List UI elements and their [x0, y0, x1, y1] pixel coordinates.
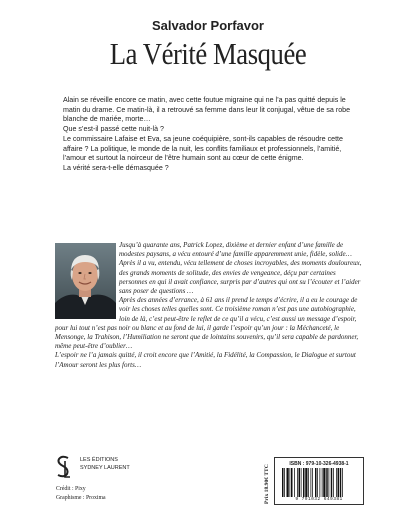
publisher-line-2: SYDNEY LAURENT	[80, 464, 130, 471]
author-biography	[55, 241, 365, 370]
isbn-label: ISBN : 979-10-326-4938-1	[289, 461, 349, 467]
publisher-line-1: LES ÉDITIONS	[80, 457, 118, 463]
publisher-name	[80, 457, 130, 472]
synopsis-paragraph: Le commissaire Lafaise et Eva, sa jeune coéquipière, sont-ils capables de résoudre cette affaire ? La politique, le monde de la nuit, les conflits familiaux et professionnels, l’amitié, l’amour et surtout la noirceur de l’être humain sont au cœur de cette énigme.	[63, 134, 343, 163]
bio-paragraph: Après des années d’errance, à 61 ans il prend le temps d’écrire, il a eu le courage de voir les choses telles quelles sont. Ce troisième roman n’est pas une autobiographie, loin de là, c’est peut-être le reflet de ce qu’il a vécu, c’est aussi un message d’espoir, pour lui tout n’est pas noir ou blanc et au fond de lui, il garde l’espoir qu’un jour : la Méchanceté, le Mensonge, la Trahison, l’Humiliation ne seront que de lointains souvenirs, qu’il sera capable de pardonner, même peut-être d’oublier…	[55, 296, 359, 351]
bio-paragraph: Après il a vu, entendu, vécu tellement de choses incroyables, des moments douloureux, des grands moments de solitude, des envies de vengeance, déçu par certaines personnes en qui il avait confiance, surpris par d’autres qui ont su l’écouter et l’aider sans poser de questions …	[119, 259, 362, 296]
bio-paragraph: L’espoir ne l’a jamais quitté, il croit encore que l’Amitié, la Fidélité, la Compassion, le Dialogue et surtout l’Amour seront les plus forts…	[55, 351, 356, 369]
book-title: La Vérité Masquée	[109, 36, 307, 71]
credits	[56, 485, 106, 502]
isbn-block	[274, 457, 364, 505]
barcode-icon	[280, 468, 360, 497]
photo-credit: Crédit : Pixy	[56, 486, 86, 492]
price-label: Prix 18.90€ TTC	[264, 464, 270, 504]
synopsis-paragraph: La vérité sera-t-elle démasquée ?	[63, 163, 169, 172]
synopsis-paragraph: Que s’est-il passé cette nuit-là ?	[63, 125, 164, 134]
publisher-logo	[56, 455, 72, 479]
barcode-digits: 9 791032 649381	[295, 497, 343, 502]
synopsis	[63, 96, 359, 174]
design-credit: Graphisme : Proxima	[56, 494, 106, 501]
author-name: Salvador Porfavor	[152, 18, 264, 33]
bio-paragraph: Jusqu’à quarante ans, Patrick Lopez, dixième et dernier enfant d’une famille de modestes paysans, a vécu entouré d’une famille apparemment unie, fidèle, solide…	[119, 241, 352, 259]
synopsis-paragraph: Alain se réveille encore ce matin, avec cette foutue migraine qui ne l’a pas quitté depuis le matin du drame. Ce matin-là, il a retrouvé sa femme dans leur lit conjugal, vêtue de sa robe blanche de mariée, morte…	[63, 96, 351, 124]
